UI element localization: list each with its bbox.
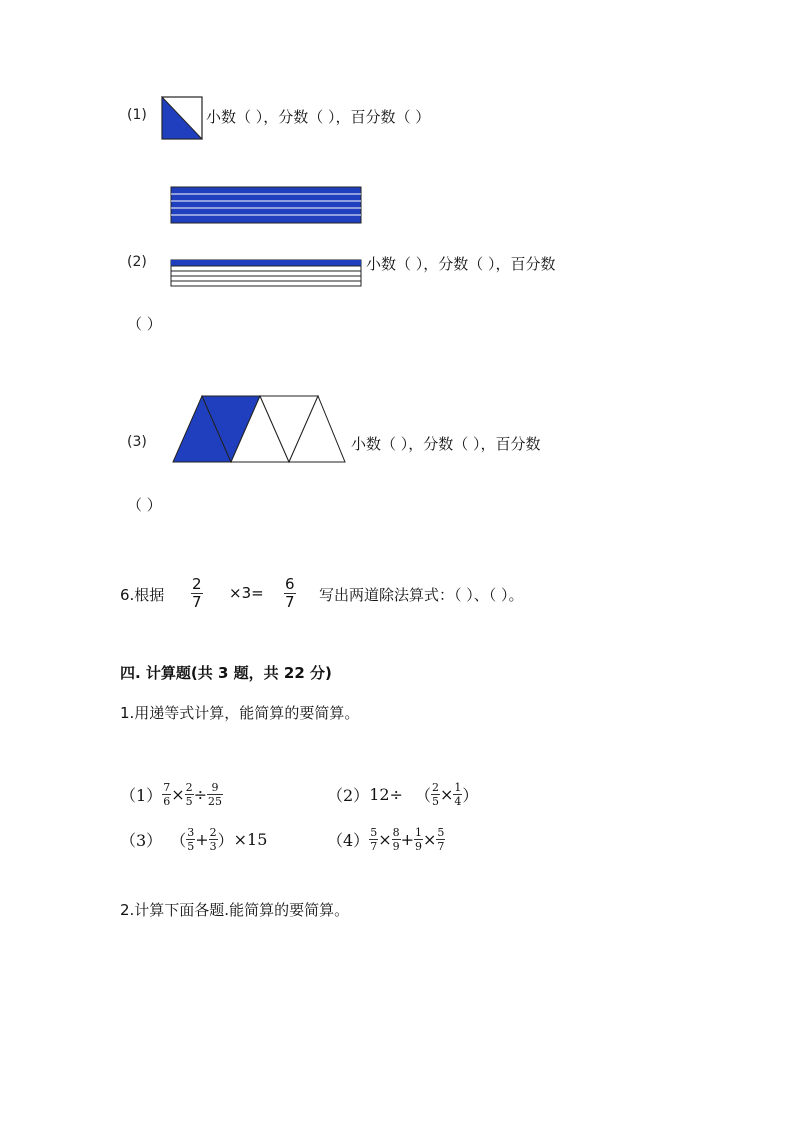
e1-a-denominator: 6 (163, 794, 171, 808)
e3-b-numerator: 2 (209, 825, 217, 839)
problem-1-title: 1.用递等式计算，能简算的要简算。 (120, 704, 360, 722)
e2-lead: 12÷ (369, 784, 403, 804)
e1-times: × (171, 784, 185, 804)
e1-b-numerator: 2 (185, 780, 193, 794)
e2-a-numerator: 2 (431, 780, 439, 794)
e3-plus: + (195, 829, 209, 849)
e4-d-numerator: 5 (437, 825, 445, 839)
e2-b-numerator: 1 (454, 780, 462, 794)
q6-fraction-2 (284, 577, 296, 610)
e2-b-denominator: 4 (454, 794, 462, 808)
e1-a-numerator: 7 (163, 780, 171, 794)
e4-d-denominator: 7 (437, 839, 445, 853)
q6-f1-denominator: 7 (192, 593, 202, 611)
q2-text: 小数（ ），分数（ ），百分数 (366, 255, 556, 273)
q3-continuation: （ ） (127, 496, 162, 514)
expression-4-number: （4） (327, 830, 370, 850)
q2-partial-bar (170, 259, 363, 287)
q6-f2-denominator: 7 (285, 593, 295, 611)
e2-times: × (439, 784, 454, 804)
q2-number: (2) (127, 254, 147, 270)
q1-text: 小数（ ），分数（ ），百分数（ ） (206, 108, 431, 126)
e4-b-numerator: 8 (392, 825, 400, 839)
q3-number: (3) (127, 434, 147, 450)
q1-number: (1) (127, 107, 147, 123)
e1-divide: ÷ (193, 784, 207, 804)
e3-a-numerator: 3 (187, 825, 195, 839)
e2-left-paren: （ (414, 785, 431, 805)
e1-b-denominator: 5 (185, 794, 193, 808)
q3-text: 小数（ ），分数（ ），百分数 (351, 435, 541, 453)
expression-2-number: （2） (327, 785, 370, 805)
section-4-title: 四. 计算题(共 3 题，共 22 分) (120, 664, 332, 682)
q6-mid: ×3= (229, 584, 264, 602)
q6-prefix: 6.根据 (120, 586, 165, 604)
q1-square-figure (161, 96, 203, 140)
e4-a-denominator: 7 (370, 839, 378, 853)
e3-tail: ×15 (233, 829, 268, 849)
e3-b-denominator: 3 (209, 839, 217, 853)
e3-left-paren: （ (170, 830, 187, 850)
expression-4 (327, 822, 445, 856)
e1-c-numerator: 9 (211, 780, 219, 794)
e4-times-2: × (423, 829, 437, 849)
q2-continuation: （ ） (127, 315, 162, 333)
problem-2-title: 2.计算下面各题.能简算的要简算。 (120, 901, 350, 919)
e4-times-1: × (378, 829, 392, 849)
q6-fraction-1 (191, 577, 203, 610)
expression-3 (120, 822, 267, 856)
q6-f1-numerator: 2 (192, 575, 202, 593)
q3-trapezoid-figure (171, 394, 347, 464)
e2-a-denominator: 5 (431, 794, 439, 808)
e3-a-denominator: 5 (187, 839, 195, 853)
e3-right-paren: ） (217, 830, 234, 850)
e4-a-numerator: 5 (370, 825, 378, 839)
q2-whole-bar (170, 186, 363, 224)
e2-right-paren: ） (462, 785, 479, 805)
e4-plus: + (400, 829, 414, 849)
e4-b-denominator: 9 (392, 839, 400, 853)
expression-1 (120, 777, 223, 811)
e1-c-denominator: 25 (208, 794, 222, 808)
expression-3-number: （3） (120, 830, 163, 850)
q6-suffix: 写出两道除法算式：（ ）、（ ）。 (319, 586, 524, 604)
e4-c-denominator: 9 (415, 839, 422, 853)
expression-2 (327, 777, 478, 811)
e4-c-numerator: 1 (415, 825, 422, 839)
q6-f2-numerator: 6 (285, 575, 295, 593)
expression-1-number: （1） (120, 785, 163, 805)
